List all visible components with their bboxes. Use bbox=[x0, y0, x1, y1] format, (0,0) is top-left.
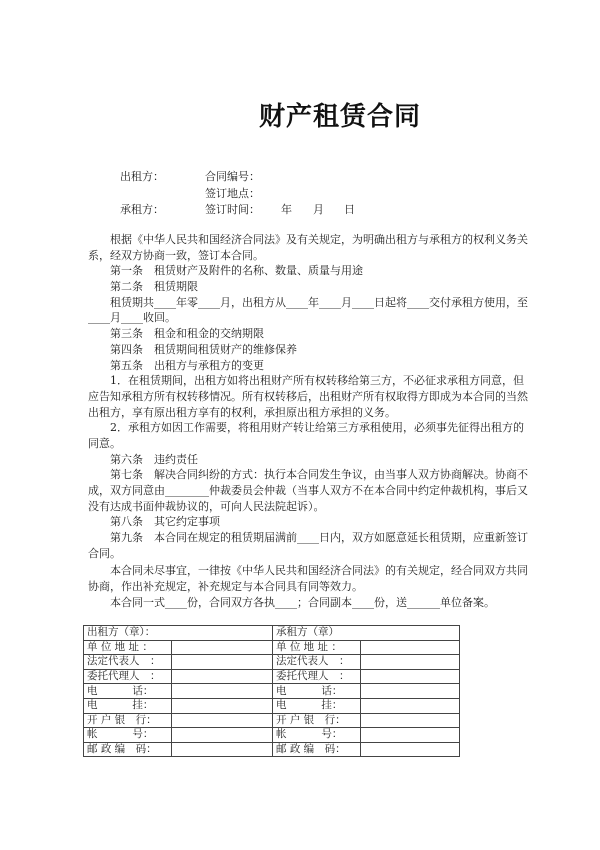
body-line: 第五条 出租方与承租方的变更 bbox=[110, 358, 264, 372]
body-line: 租赁期共____年零____月，出租方从____年____月____日起将____交付承租方使用，至 bbox=[110, 295, 528, 309]
lessor-field-value[interactable] bbox=[172, 684, 273, 699]
lessee-field-value[interactable] bbox=[361, 713, 460, 728]
lessor-field-label: 邮 政 编 码： bbox=[84, 742, 172, 757]
lessee-label: 承租方： bbox=[120, 203, 164, 216]
body-line: 第四条 租赁期间租赁财产的维修保养 bbox=[110, 342, 297, 356]
lessee-field-label: 邮 政 编 码： bbox=[273, 742, 361, 757]
lessor-field-label: 单 位 地 址 ： bbox=[84, 640, 172, 655]
lessee-field-label: 法定代表人 ： bbox=[273, 655, 361, 670]
table-row bbox=[84, 655, 460, 670]
lessee-field-label: 帐 号： bbox=[273, 728, 361, 743]
lessee-field-value[interactable] bbox=[361, 728, 460, 743]
body-line: 本合同一式____份，合同双方各执____；合同副本____份，送______单位备案。 bbox=[110, 595, 495, 609]
table-row bbox=[84, 698, 460, 713]
body-line: 同意。 bbox=[88, 436, 121, 450]
lessee-field-label: 委托代理人 ： bbox=[273, 669, 361, 684]
lessee-field-label: 开 户 银 行： bbox=[273, 713, 361, 728]
body-line: 成，双方同意由________仲裁委员会仲裁（当事人双方不在本合同中约定仲裁机构，事后又 bbox=[88, 484, 528, 497]
sign-time-label: 签订时间： bbox=[205, 203, 260, 216]
document-title: 财产租赁合同 bbox=[258, 102, 421, 132]
lessee-field-value[interactable] bbox=[361, 640, 460, 655]
lessor-field-value[interactable] bbox=[172, 655, 273, 670]
lessor-field-label: 电 挂： bbox=[84, 698, 172, 713]
body-line: 合同。 bbox=[88, 546, 121, 560]
lessee-field-value[interactable] bbox=[361, 655, 460, 670]
table-header-row bbox=[84, 626, 460, 641]
lessee-field-label: 电 挂： bbox=[273, 698, 361, 713]
lessor-field-value[interactable] bbox=[172, 728, 273, 743]
lessor-field-value[interactable] bbox=[172, 713, 273, 728]
contract-no-label: 合同编号： bbox=[205, 170, 260, 183]
table-row bbox=[84, 728, 460, 743]
month-label: 月 bbox=[313, 203, 324, 216]
lessee-field-label: 单 位 地 址 ： bbox=[273, 640, 361, 655]
body-line: 出租方，享有原出租方享有的权利，承担原出租方承担的义务。 bbox=[88, 405, 396, 419]
lessor-field-label: 委托代理人 ： bbox=[84, 669, 172, 684]
body-line: 2．承租方如因工作需要，将租用财产转让给第三方承租使用，必须事先征得出租方的 bbox=[110, 421, 524, 435]
body-line: 第六条 违约责任 bbox=[110, 452, 198, 466]
body-line: 没有达成书面仲裁协议的，可向人民法院起诉）。 bbox=[88, 499, 325, 513]
lessor-field-value[interactable] bbox=[172, 640, 273, 655]
body-line: 协商，作出补充规定，补充规定与本合同具有同等效力。 bbox=[88, 580, 363, 594]
lessor-label: 出租方： bbox=[120, 170, 164, 183]
lessor-field-label: 法定代表人 ： bbox=[84, 655, 172, 670]
table-row bbox=[84, 640, 460, 655]
lessor-field-label: 电 话： bbox=[84, 684, 172, 699]
lessor-field-value[interactable] bbox=[172, 698, 273, 713]
body-line: 1．在租赁期间，出租方如将出租财产所有权转移给第三方，不必征求承租方同意，但 bbox=[110, 374, 524, 388]
body-line: ____月____收回。 bbox=[88, 311, 176, 325]
table-row bbox=[84, 684, 460, 699]
lessee-field-value[interactable] bbox=[361, 742, 460, 757]
body-line: 本合同未尽事宜，一律按《中华人民共和国经济合同法》的有关规定，经合同双方共同 bbox=[110, 564, 528, 578]
lessee-field-label: 电 话： bbox=[273, 684, 361, 699]
table-row bbox=[84, 713, 460, 728]
lessee-field-value[interactable] bbox=[361, 684, 460, 699]
lessor-field-value[interactable] bbox=[172, 742, 273, 757]
lessor-seal-cell: 出租方（章）： bbox=[84, 626, 273, 641]
lessee-seal-cell: 承租方（章） bbox=[273, 626, 460, 641]
lessee-field-value[interactable] bbox=[361, 669, 460, 684]
body-line: 第二条 租赁期限 bbox=[110, 280, 198, 294]
lessor-field-label: 帐 号： bbox=[84, 728, 172, 743]
body-line: 系，经双方协商一致，签订本合同。 bbox=[88, 248, 264, 262]
body-line: 根据《中华人民共和国经济合同法》及有关规定，为明确出租方与承租方的权利义务关 bbox=[110, 233, 528, 246]
table-row bbox=[84, 742, 460, 757]
contract-body bbox=[88, 232, 528, 611]
body-line: 第七条 解决合同纠纷的方式：执行本合同发生争议，由当事人双方协商解决。协商不 bbox=[110, 468, 528, 482]
table-row bbox=[84, 669, 460, 684]
lessor-field-label: 开 户 银 行： bbox=[84, 713, 172, 728]
body-line: 应告知承租方所有权转移情况。所有权转移后，出租财产所有权取得方即成为本合同的当然 bbox=[88, 389, 528, 403]
year-label: 年 bbox=[281, 203, 292, 216]
body-line: 第九条 本合同在规定的租赁期届满前____日内，双方如愿意延长租赁期，应重新签订 bbox=[110, 531, 528, 545]
body-line: 第八条 其它约定事项 bbox=[110, 515, 220, 529]
lessee-field-value[interactable] bbox=[361, 698, 460, 713]
body-line: 第一条 租赁财产及附件的名称、数量、质量与用途 bbox=[110, 264, 363, 278]
sign-place-label: 签订地点： bbox=[205, 187, 260, 200]
lessor-field-value[interactable] bbox=[172, 669, 273, 684]
body-line: 第三条 租金和租金的交纳期限 bbox=[110, 327, 264, 341]
signature-table bbox=[83, 625, 460, 757]
day-label: 日 bbox=[344, 203, 355, 216]
